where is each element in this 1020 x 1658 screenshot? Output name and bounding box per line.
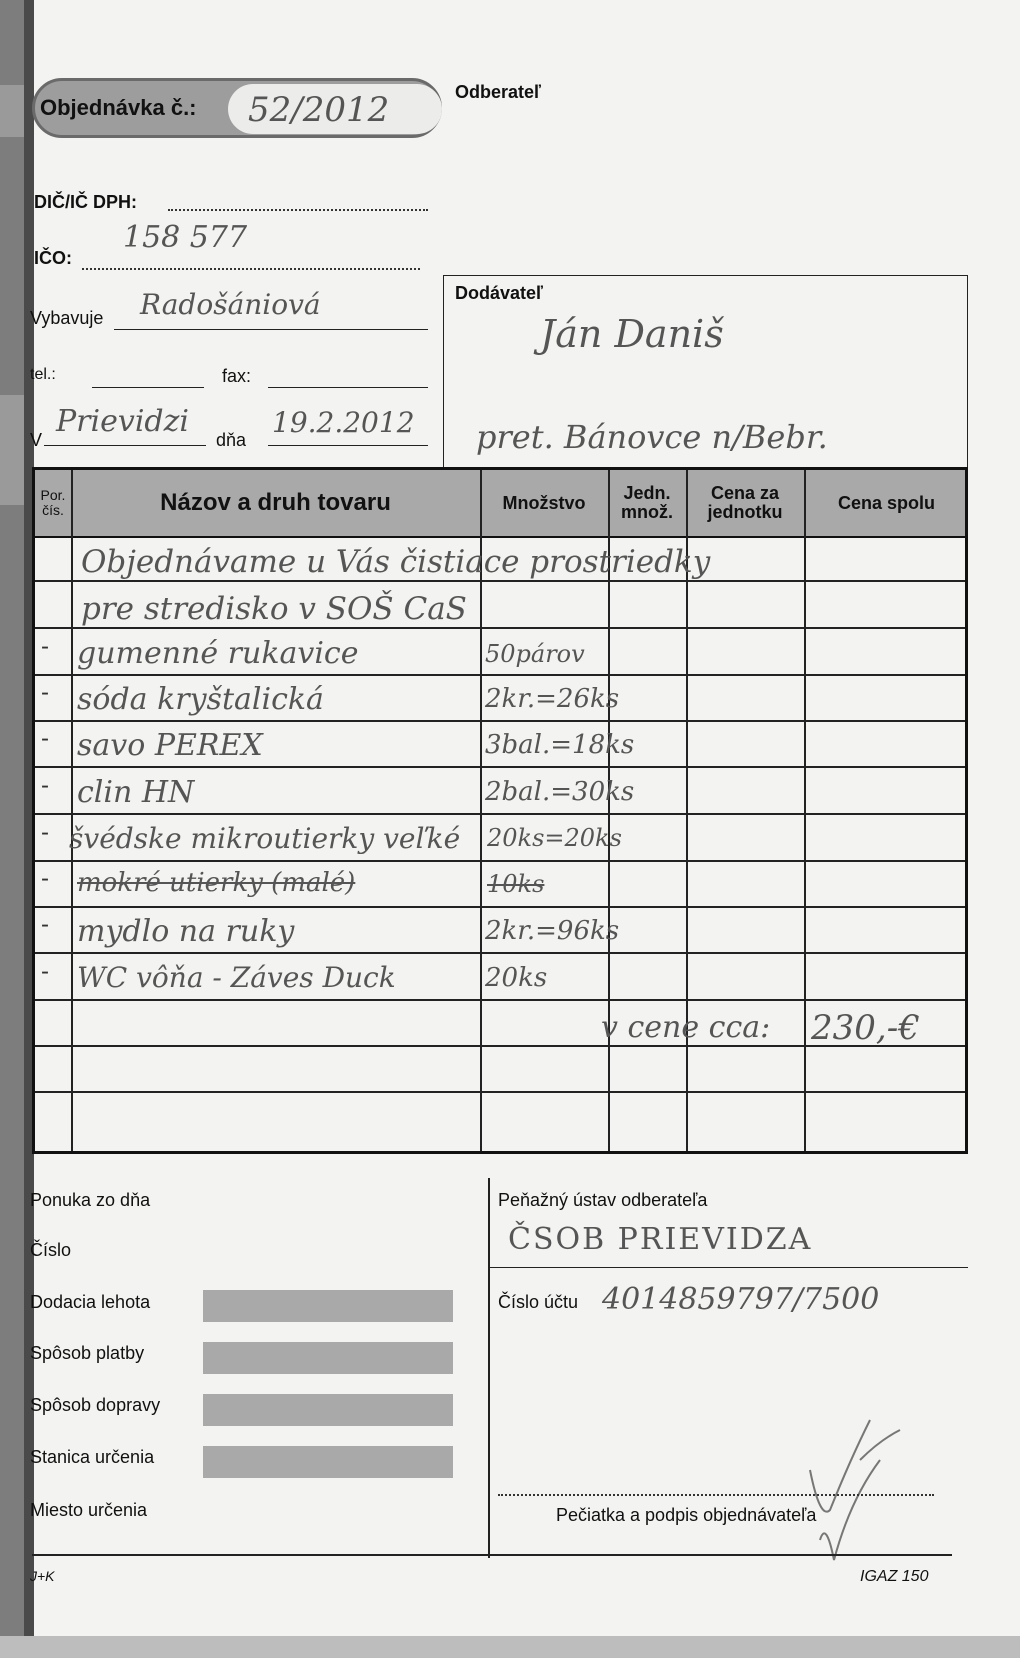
item-qty: 2bal.=30ks — [485, 777, 635, 807]
row-line — [35, 999, 965, 1001]
bottom-divider — [488, 1178, 490, 1558]
price-label: v cene cca: — [601, 1010, 771, 1045]
footer-left: J+K — [30, 1568, 55, 1584]
row-line — [35, 906, 965, 908]
side-tab — [0, 85, 24, 137]
stanica-label: Stanica určenia — [30, 1447, 155, 1467]
item-qty: 3bal.=18ks — [485, 730, 635, 760]
supplier-label: Dodávateľ — [455, 283, 543, 303]
item-dash: - — [41, 725, 49, 752]
item-dash: - — [41, 772, 49, 799]
bank-value: ČSOB PRIEVIDZA — [508, 1222, 813, 1257]
ico-label: IČO: — [34, 248, 72, 268]
row-line — [35, 766, 965, 768]
items-table — [32, 467, 968, 1154]
item-qty: 2kr.=26ks — [485, 684, 620, 714]
price-value: 230,-€ — [811, 1008, 920, 1048]
item-name: clin HN — [77, 775, 195, 810]
vybavuje-value: Radošániová — [140, 288, 321, 321]
item-name: sóda kryštalická — [77, 682, 324, 717]
supplier-name: Ján Daniš — [540, 312, 724, 356]
col-divider — [804, 470, 806, 1151]
cislo-label: Číslo — [30, 1240, 72, 1260]
item-name: Objednávame u Vás čistiace prostriedky — [81, 544, 711, 580]
item-dash: - — [41, 911, 49, 938]
header-unit: Jedn. množ. — [621, 483, 673, 522]
item-dash: - — [41, 819, 49, 846]
header-name: Názov a druh tovaru — [160, 489, 391, 517]
bank-line — [490, 1250, 968, 1268]
footer-line — [32, 1554, 952, 1556]
order-number: 52/2012 — [248, 90, 390, 130]
doprava-field — [203, 1394, 453, 1426]
stamp-label: Pečiatka a podpis objednávateľa — [556, 1505, 817, 1525]
row-line — [35, 813, 965, 815]
binding-strip — [0, 0, 24, 1658]
tel-line — [92, 370, 204, 388]
supplier-address: pret. Bánovce n/Bebr. — [476, 418, 828, 456]
platba-field — [203, 1342, 453, 1374]
side-tab — [0, 395, 24, 505]
item-dash: - — [41, 865, 49, 892]
item-name: mydlo na ruky — [77, 914, 295, 949]
account-value: 4014859797/7500 — [602, 1282, 880, 1317]
item-name: švédske mikroutierky veľké — [69, 822, 461, 855]
dic-line — [168, 193, 428, 211]
item-name-struck: mokré utierky (malé) — [77, 868, 356, 898]
fax-line — [268, 370, 428, 388]
doprava-label: Spôsob dopravy — [30, 1395, 161, 1415]
bank-label: Peňažný ústav odberateľa — [498, 1190, 708, 1210]
item-qty-struck: 10ks — [487, 870, 545, 898]
item-name: gumenné rukavice — [77, 636, 359, 671]
order-label: Objednávka č.: — [40, 95, 197, 120]
item-dash: - — [41, 958, 49, 985]
scan-bottom-edge — [0, 1636, 1020, 1658]
row-line — [35, 860, 965, 862]
v-label: V — [30, 430, 43, 450]
row-line — [35, 720, 965, 722]
vybavuje-label: Vybavuje — [30, 308, 104, 328]
item-qty: 2kr.=96ks — [485, 916, 620, 946]
header-qty: Množstvo — [502, 492, 586, 513]
col-divider — [71, 470, 73, 1151]
item-dash: - — [41, 679, 49, 706]
dodacia-label: Dodacia lehota — [30, 1292, 151, 1312]
header-total: Cena spolu — [837, 492, 935, 513]
row-line — [35, 952, 965, 954]
dic-label: DIČ/IČ DPH: — [34, 192, 137, 212]
item-qty: 50párov — [485, 640, 585, 668]
item-qty: 20ks=20ks — [487, 824, 622, 852]
platba-label: Spôsob platby — [30, 1343, 145, 1363]
dodacia-field — [203, 1290, 453, 1322]
item-qty: 20ks — [485, 963, 548, 993]
stanica-field — [203, 1446, 453, 1478]
item-dash: - — [41, 633, 49, 660]
row-line — [35, 1091, 965, 1093]
row-line — [35, 627, 965, 629]
item-name: WC vôňa - Záves Duck — [77, 961, 396, 994]
footer-right: IGAZ 150 — [860, 1568, 929, 1585]
header-unit-price: Cena za jednotku — [707, 483, 783, 522]
place-value: Prievidzi — [56, 404, 190, 439]
dna-label: dňa — [216, 430, 247, 450]
date-value: 19.2.2012 — [272, 406, 415, 439]
ico-value: 158 577 — [123, 220, 248, 255]
item-name: pre stredisko v SOŠ CaS — [81, 591, 467, 627]
customer-label: Odberateľ — [455, 82, 541, 102]
item-name: savo PEREX — [77, 728, 263, 763]
row-line — [35, 674, 965, 676]
row-line — [35, 580, 965, 582]
account-label: Číslo účtu — [498, 1292, 579, 1312]
tel-label: tel.: — [30, 366, 56, 383]
miesto-label: Miesto určenia — [30, 1500, 148, 1520]
stamp-line — [498, 1478, 934, 1496]
header-por: Por. čís. — [40, 487, 66, 518]
fax-label: fax: — [222, 366, 252, 386]
ponuka-label: Ponuka zo dňa — [30, 1190, 151, 1210]
